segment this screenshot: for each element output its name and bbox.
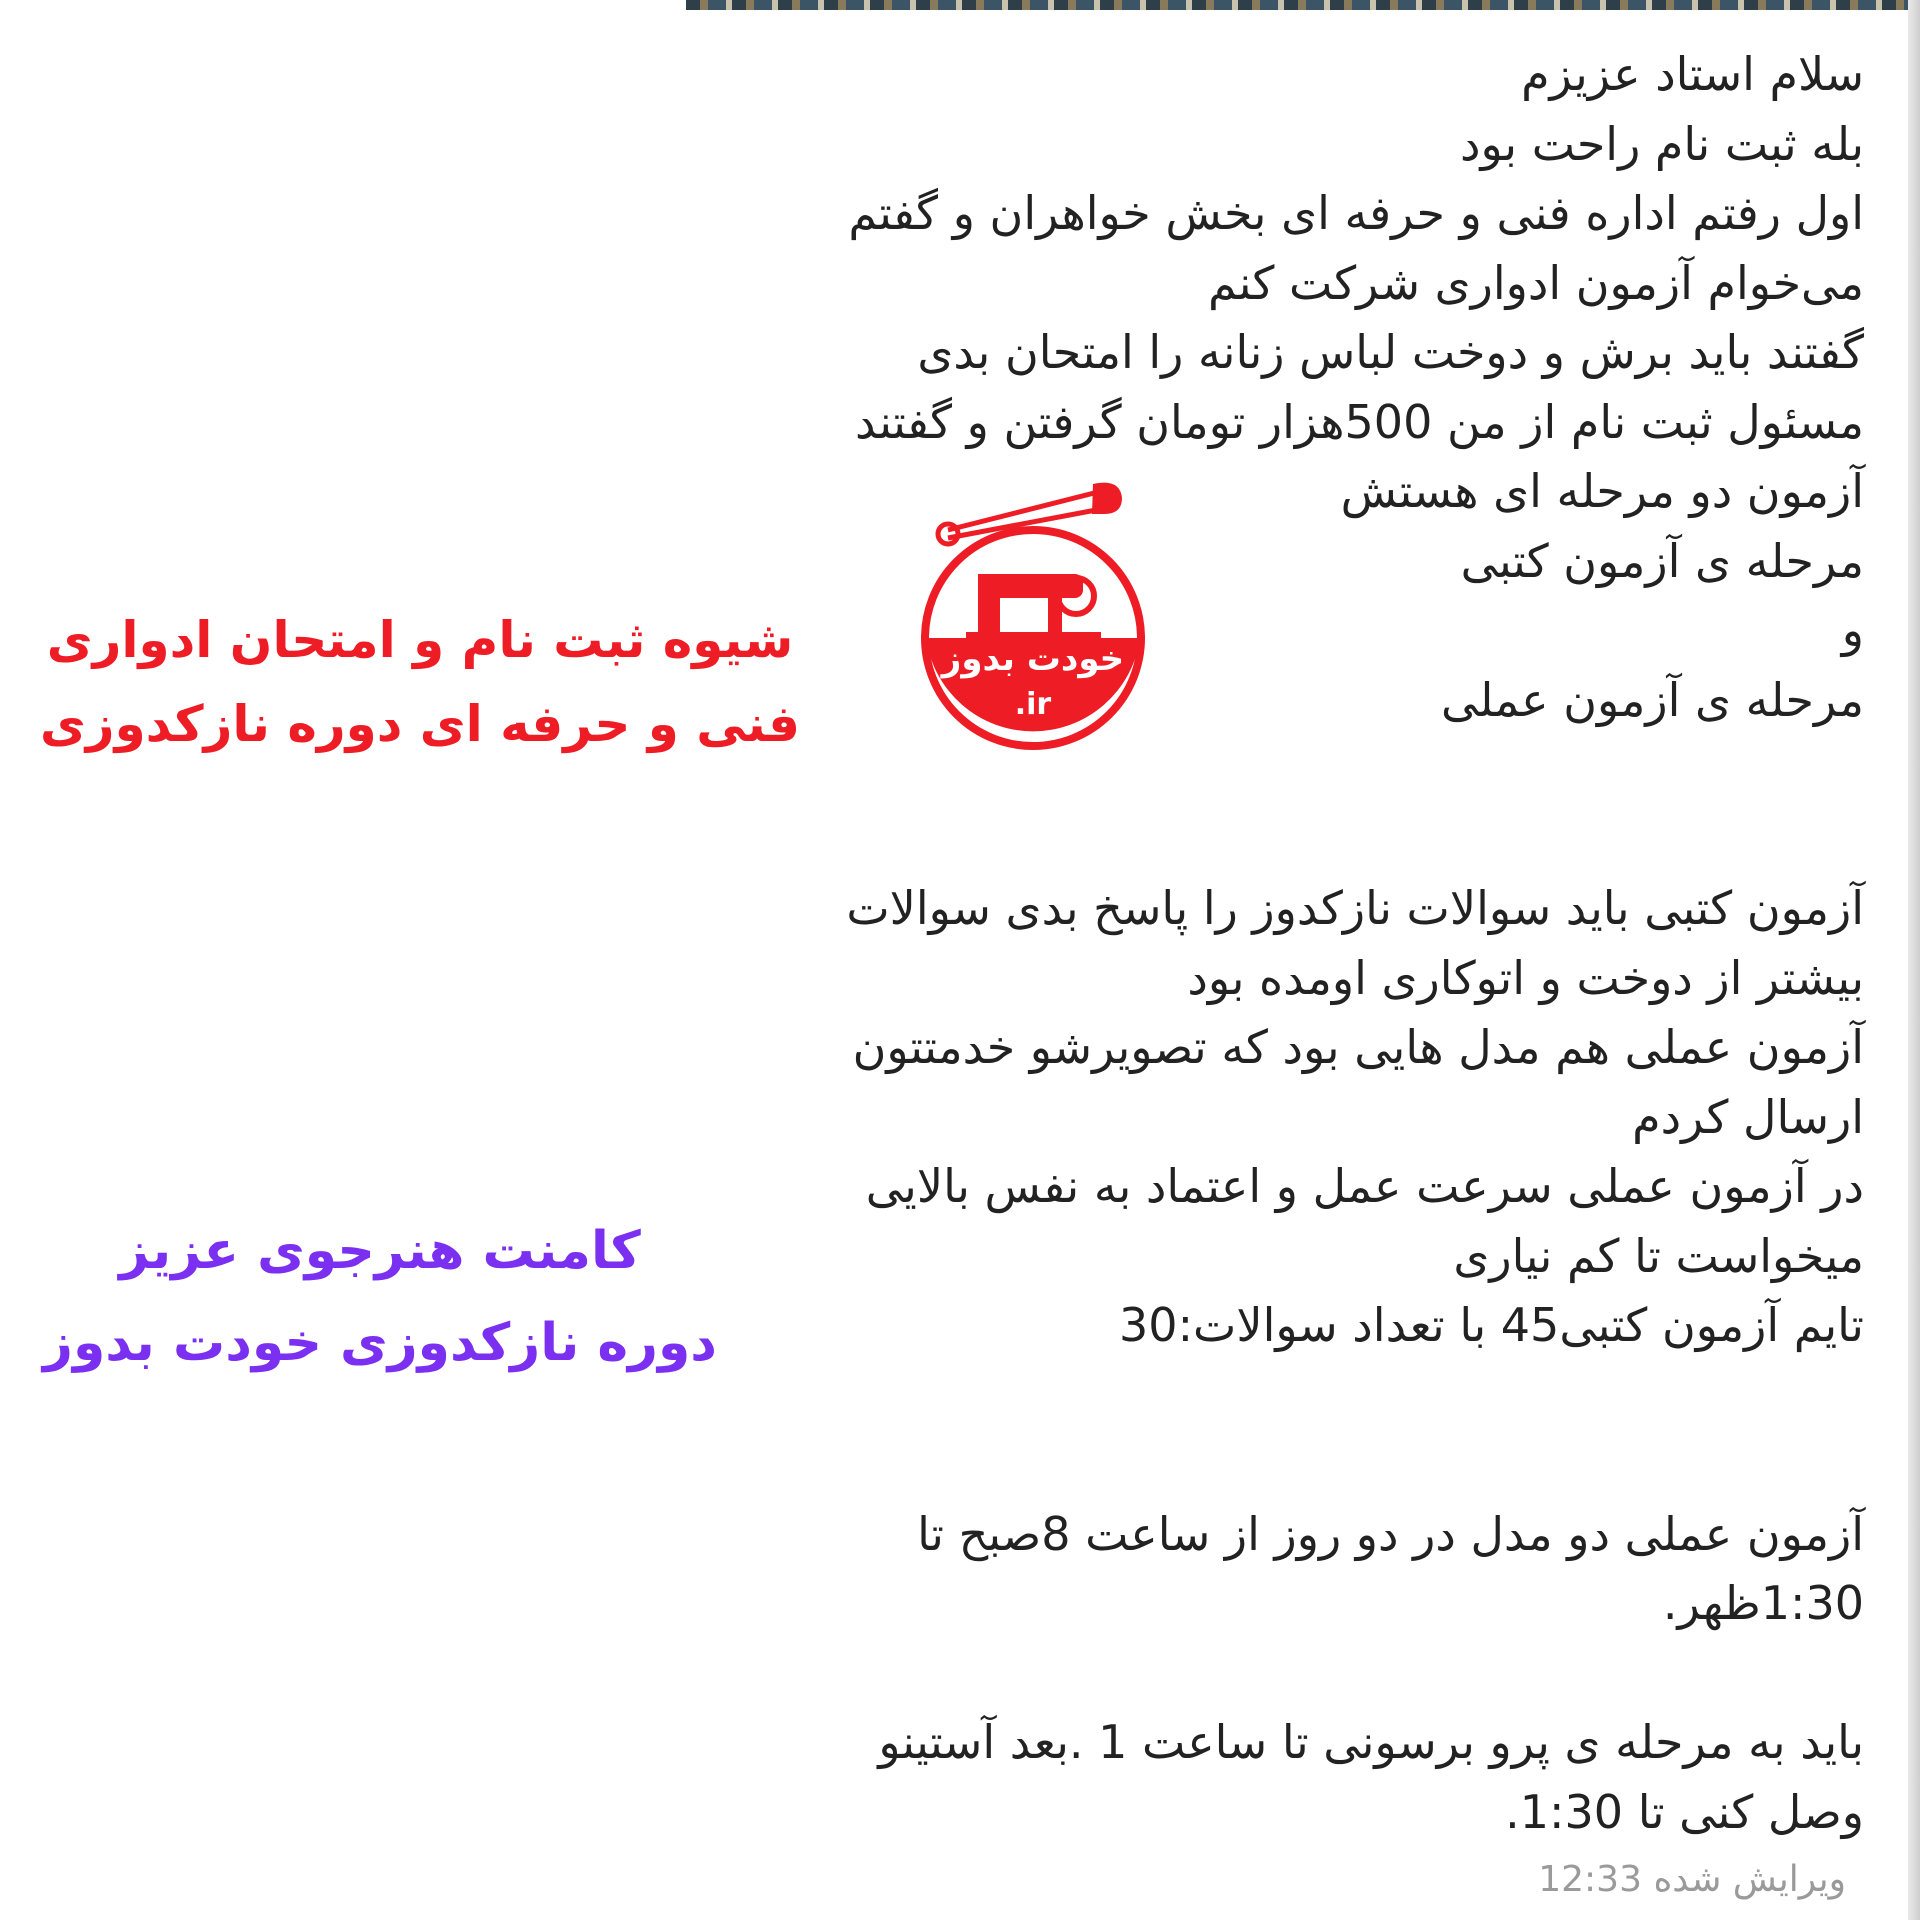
overlay-title-line: فنی و حرفه ای دوره نازکدوزی [39, 695, 800, 753]
overlay-title-red [40, 598, 800, 766]
message-line: آزمون عملی دو مدل در دو روز از ساعت 8صبح تا [917, 1506, 1864, 1561]
logo-name: خودت بدوز [941, 639, 1125, 679]
message-line [724, 805, 1864, 875]
logo-domain: .ir [1014, 687, 1052, 722]
message-bubble[interactable] [690, 10, 1904, 1912]
message-line [724, 1639, 1864, 1709]
message-line: 1:30ظهر. [1662, 1576, 1864, 1630]
message-line: سلام استاد عزیزم [1521, 47, 1864, 101]
message-line: ارسال کردم [1632, 1089, 1864, 1144]
message-line: آزمون عملی هم مدل هایی بود که تصویرشو خدمتتون [852, 1020, 1864, 1074]
message-line: میخواست تا کم نیاری [1453, 1228, 1864, 1283]
sewing-logo [908, 470, 1158, 750]
message-line [724, 1361, 1864, 1431]
message-line [724, 1430, 1864, 1500]
overlay-comment-line: دوره نازکدوزی خودت بدوز [43, 1313, 717, 1373]
message-line: و [1841, 603, 1864, 657]
message-line: وصل کنی تا 1:30. [1505, 1784, 1864, 1839]
message-line: مرحله ی آزمون عملی [1440, 672, 1864, 727]
message-line: بیشتر از دوخت و اتوکاری اومده بود [1187, 950, 1864, 1005]
message-line: گفتند باید برش و دوخت لباس زنانه را امتحان بدی [917, 325, 1864, 379]
message-meta [1538, 1859, 1846, 1900]
message-line: مرحله ی آزمون کتبی [1460, 533, 1864, 588]
message-line: اول رفتم اداره فنی و حرفه ای بخش خواهران و گفتم [848, 186, 1864, 240]
message-line: آزمون دو مرحله ای هستش [1340, 464, 1864, 518]
message-line: مسئول ثبت نام از من 500هزار تومان گرفتن و گفتند [854, 394, 1864, 449]
message-line: آزمون کتبی باید سوالات نازکدوز را پاسخ بدی سوالات [846, 881, 1864, 935]
message-line: می‌خوام آزمون ادواری شرکت کنم [1208, 255, 1864, 310]
edited-label: ویرایش شده [1653, 1859, 1846, 1900]
message-text [724, 40, 1864, 1847]
message-time: 12:33 [1538, 1859, 1642, 1900]
overlay-comment-line: کامنت هنرجوی عزیز [119, 1221, 641, 1281]
message-line: بله ثبت نام راحت بود [1460, 116, 1864, 171]
scrollbar-edge[interactable] [1908, 0, 1920, 1920]
message-line: تایم آزمون کتبی45 با تعداد سوالات:30 [1119, 1298, 1864, 1352]
message-line: باید به مرحله ی پرو برسونی تا ساعت 1 .بعد آستینو [878, 1715, 1864, 1769]
chat-wallpaper-strip [686, 0, 1920, 10]
overlay-title-line: شیوه ثبت نام و امتحان ادواری [46, 611, 794, 669]
message-line [724, 735, 1864, 805]
message-line: در آزمون عملی سرعت عمل و اعتماد به نفس بالایی [865, 1159, 1864, 1213]
overlay-comment-purple [20, 1205, 740, 1389]
